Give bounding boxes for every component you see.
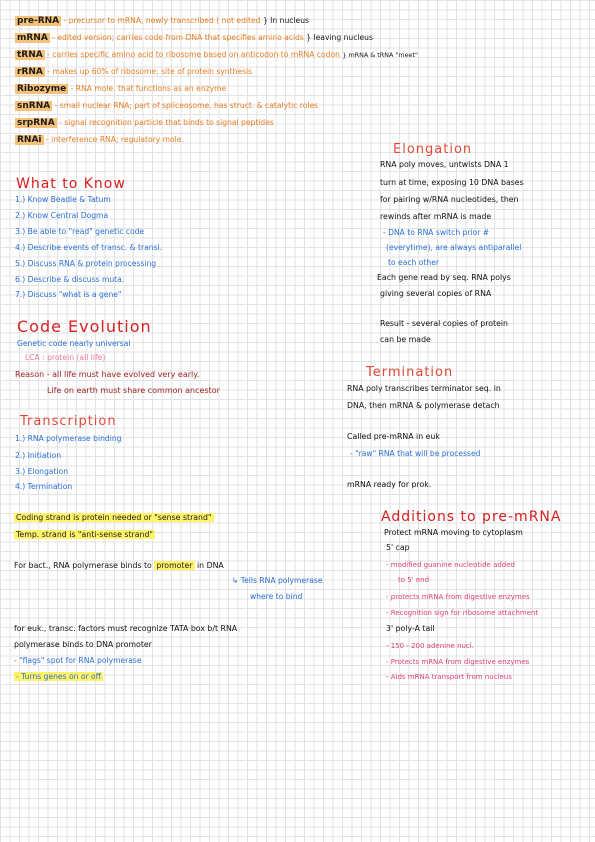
rna-type-row xyxy=(15,16,309,26)
term-definition: - makes up 60% of ribosome; site of protein synthesis xyxy=(47,67,253,76)
termination-line: Called pre-mRNA in euk xyxy=(347,432,440,441)
elongation-line: rewinds after mRNA is made xyxy=(380,212,492,221)
term-definition: - small nuclear RNA; part of spliceosome. has struct. & catalytic roles xyxy=(54,101,319,110)
term-key: tRNA xyxy=(17,50,43,60)
tail-item: - 150 - 200 adenine nucl. xyxy=(386,642,474,650)
highlighted-text: - Turns genes on or off xyxy=(16,672,101,681)
what-to-know-item: 5.) Discuss RNA & protein processing xyxy=(15,259,157,268)
code-evolution-line: Genetic code nearly universal xyxy=(17,339,131,348)
euk-line: polymerase binds to DNA promoter xyxy=(14,640,152,649)
elongation-line: giving several copies of RNA xyxy=(380,289,492,298)
rna-type-row xyxy=(15,101,318,111)
poly-a-tail-heading: 3' poly-A tail xyxy=(386,624,435,633)
elongation-line: RNA poly moves, untwists DNA 1 xyxy=(380,160,509,169)
termination-line: DNA, then mRNA & polymerase detach xyxy=(347,401,500,410)
term-definition: - interference RNA; regulatory mole. xyxy=(45,135,184,144)
code-evolution-line: Life on earth must share common ancestor xyxy=(47,386,220,395)
elongation-line: Each gene read by seq. RNA polys xyxy=(377,273,511,282)
bact-line xyxy=(14,561,224,571)
additions-heading: Additions to pre-mRNA xyxy=(381,509,562,525)
promoter-highlight: promoter xyxy=(156,561,193,570)
elongation-line: turn at time, exposing 10 DNA bases xyxy=(380,178,524,187)
transcription-step: 3.) Elongation xyxy=(15,467,69,476)
tail-item: - Aids mRNA transport from nucleus xyxy=(386,673,512,681)
brace-note: } In nucleus xyxy=(262,16,310,25)
term-key: mRNA xyxy=(17,33,48,43)
code-evolution-line: LCA : protein (all life) xyxy=(25,353,106,362)
coding-strand-note xyxy=(14,513,214,523)
elongation-blue-line: to each other xyxy=(388,258,439,267)
what-to-know-item: 7.) Discuss "what is a gene" xyxy=(15,290,122,299)
cap-item: to 5' end xyxy=(398,576,430,584)
what-to-know-item: 3.) Be able to "read" genetic code xyxy=(15,227,145,236)
code-evolution-line: Reason - all life must have evolved very early. xyxy=(15,370,200,379)
cap-item: - Recognition sign for ribosome attachment xyxy=(386,609,539,617)
brace-note: } mRNA & tRNA "meet" xyxy=(342,51,418,59)
term-key: Ribozyme xyxy=(17,84,67,94)
cap-item: - protects mRNA from digestive enzymes xyxy=(386,593,530,601)
term-key: rRNA xyxy=(17,67,43,77)
additions-intro: Protect mRNA moving to cytoplasm xyxy=(384,528,523,537)
transcription-step: 4.) Termination xyxy=(15,482,73,491)
highlighted-text: Coding strand is protein needed or "sense strand" xyxy=(16,513,212,522)
term-definition: - RNA mole. that functions as an enzyme xyxy=(70,84,227,93)
term-key: srpRNA xyxy=(17,118,55,128)
what-to-know-heading: What to Know xyxy=(16,176,126,192)
what-to-know-item: 4.) Describe events of transc. & transl. xyxy=(15,243,163,252)
rna-type-row xyxy=(15,50,418,60)
elongation-heading: Elongation xyxy=(393,142,473,157)
euk-line xyxy=(14,672,103,682)
transcription-step: 2.) Initiation xyxy=(15,451,62,460)
rna-type-row xyxy=(15,84,226,94)
bact-arrow-note: ↳ Tells RNA polymerase xyxy=(232,576,323,585)
term-key: pre-RNA xyxy=(17,16,60,26)
rna-type-row xyxy=(15,135,184,145)
euk-line: - "flags" spot for RNA polymerase xyxy=(14,656,142,665)
euk-line: for euk., transc. factors must recognize TATA box b/t RNA xyxy=(14,624,238,633)
term-definition: - carries specific amino acid to ribosome based on anticodon to mRNA codon xyxy=(47,50,340,59)
rna-type-row xyxy=(15,67,252,77)
bact-text: For bact., RNA polymerase binds to xyxy=(14,561,152,570)
elongation-blue-line: - DNA to RNA switch prior # xyxy=(383,228,490,237)
bact-text: in DNA xyxy=(196,561,224,570)
code-evolution-heading: Code Evolution xyxy=(17,317,152,336)
termination-line: mRNA ready for prok. xyxy=(347,480,432,489)
what-to-know-item: 6.) Describe & discuss muta. xyxy=(15,275,125,284)
term-key: snRNA xyxy=(17,101,51,111)
term-key: RNAi xyxy=(17,135,42,145)
termination-line: RNA poly transcribes terminator seq. in xyxy=(347,384,501,393)
term-definition: - signal recognition particle that binds to signal peptides xyxy=(59,118,274,127)
cap-item: - modified guanine nucleotide added xyxy=(386,561,515,569)
elongation-blue-line: (everytime), are always antiparallel xyxy=(386,243,522,252)
transcription-step: 1.) RNA polymerase binding xyxy=(15,434,122,443)
bact-arrow-note: where to bind xyxy=(250,592,303,601)
elongation-result: can be made xyxy=(380,335,431,344)
transcription-heading: Transcription xyxy=(20,414,117,429)
what-to-know-item: 1.) Know Beadle & Tatum xyxy=(15,195,111,204)
template-strand-note xyxy=(14,530,155,540)
elongation-line: for pairing w/RNA nucleotides, then xyxy=(380,195,519,204)
term-definition: - precursor to mRNA, newly transcribed ( not edited xyxy=(63,16,261,25)
what-to-know-item: 2.) Know Central Dogma xyxy=(15,211,109,220)
rna-type-row xyxy=(15,118,274,128)
termination-heading: Termination xyxy=(366,365,454,380)
elongation-result: Result - several copies of protein xyxy=(380,319,508,328)
highlighted-text: Temp. strand is "anti-sense strand" xyxy=(16,530,153,539)
termination-line: - "raw" RNA that will be processed xyxy=(350,449,481,458)
five-cap-heading: 5' cap xyxy=(386,543,410,552)
brace-note: } leaving nucleus xyxy=(306,33,373,42)
rna-type-row xyxy=(15,33,373,43)
tail-item: - Protects mRNA from digestive enzymes xyxy=(386,658,530,666)
term-definition: - edited version; carries code from DNA that specifies amino acids xyxy=(52,33,304,42)
